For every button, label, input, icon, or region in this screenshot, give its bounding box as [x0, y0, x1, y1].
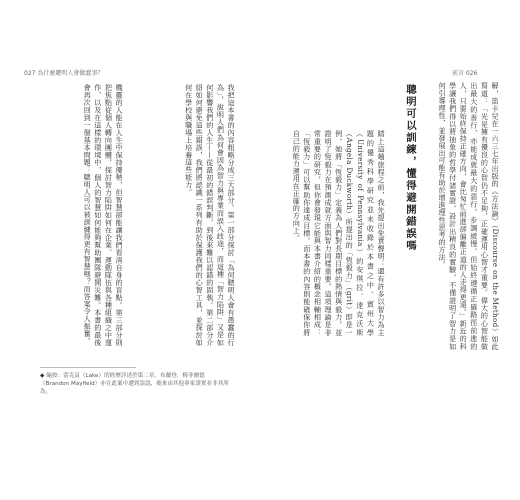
right-running-head: 前言 026 [452, 70, 478, 77]
footnote-text: 編按：蕾克哀（Lake）的經歷詳述於第二章。布蘭登．梅菲爾德（Brandon Mayfield）亦在此案中遭到誤認，後來由其他專家證實並非其所為。 [40, 373, 229, 395]
left-running-head: 027 為什麼聰明人會做蠢事？ [24, 70, 104, 77]
section-heading: 聰明可以訓練，懂得避開錯誤嗎 [404, 84, 416, 252]
left-paragraph-1: 我把這本書的內容粗略分成三大部分。第一部分探討「為何聰明人會有愚蠢的行為」，說明人們為何會因為智力與專業而誤入歧途，而這種「智力陷阱」又是如何影響我們的人生——從最初的錯誤判斷，到後來難以認錯的固執。第二部分介紹如何避免這些錯誤，我們將認識一系列有助於保護我們的心智工具，並探討如何在學校與職場上培養這些能力。 [184, 84, 236, 346]
right-paragraph-2: 踏上這趟旅程之前，我先提出免責聲明：還有許多以智力為主題的優秀科學研究並未收錄於本書之中。賓州大學（University of Pennsylvania）的安琪拉．達克沃斯（Angela Duckworth）所提出的「恆毅力」（grit）即是一例，她將「恆毅力」定義為人們對長期目標的熱情與毅力，並證明了恆毅力在預測成就方面與智力同樣重要。這項理論是非常重要的研究，但你會發現它能與本書介紹的概念相輔相成：「恆毅力」可以幫助你達成目標，而本書的內容則能確保你將自己的能力運用在正確的方向上。 [292, 130, 386, 336]
left-paragraph-2: 機靈的人能在人生中保持優勢，但智慧卻能讓我們看清自身的盲點。第三部分則把焦點從個人轉向團體，探討智力陷阱如何在企業、運動隊伍與各種組織之中運作，以及在這樣的環境中，個人的智慧如何能夠幫助團隊避開災難。本書的最後會再次回到一個基本問題：聰明人可以被訓練得更有智慧嗎？而答案令人振奮。 [83, 84, 124, 346]
right-paragraph-1: 解，笛卡兒在一六三七年出版的《方法論》（Discourse on the Method）如此寫道：「光是擁有優良的心智仍不足夠，正確運用心智才重要。偉大的心智能做出最大的善行，亦能成就最大的惡行。步調緩慢、但始終遵循正確路徑前進的人，只要始終保持正確方向，會比匆忙前進卻偏離正道的人走得更遠。」新近的科學讓我們得以將抽象的哲學付諸實證，設計出精良的實驗，不僅證明了智力是如何引導理性，並發展出可能有助於增進理性思考的方法。 [438, 82, 500, 350]
footnote-divider [40, 367, 136, 368]
footnote-marker-icon: ◆ [40, 373, 45, 379]
footnote [40, 372, 230, 396]
